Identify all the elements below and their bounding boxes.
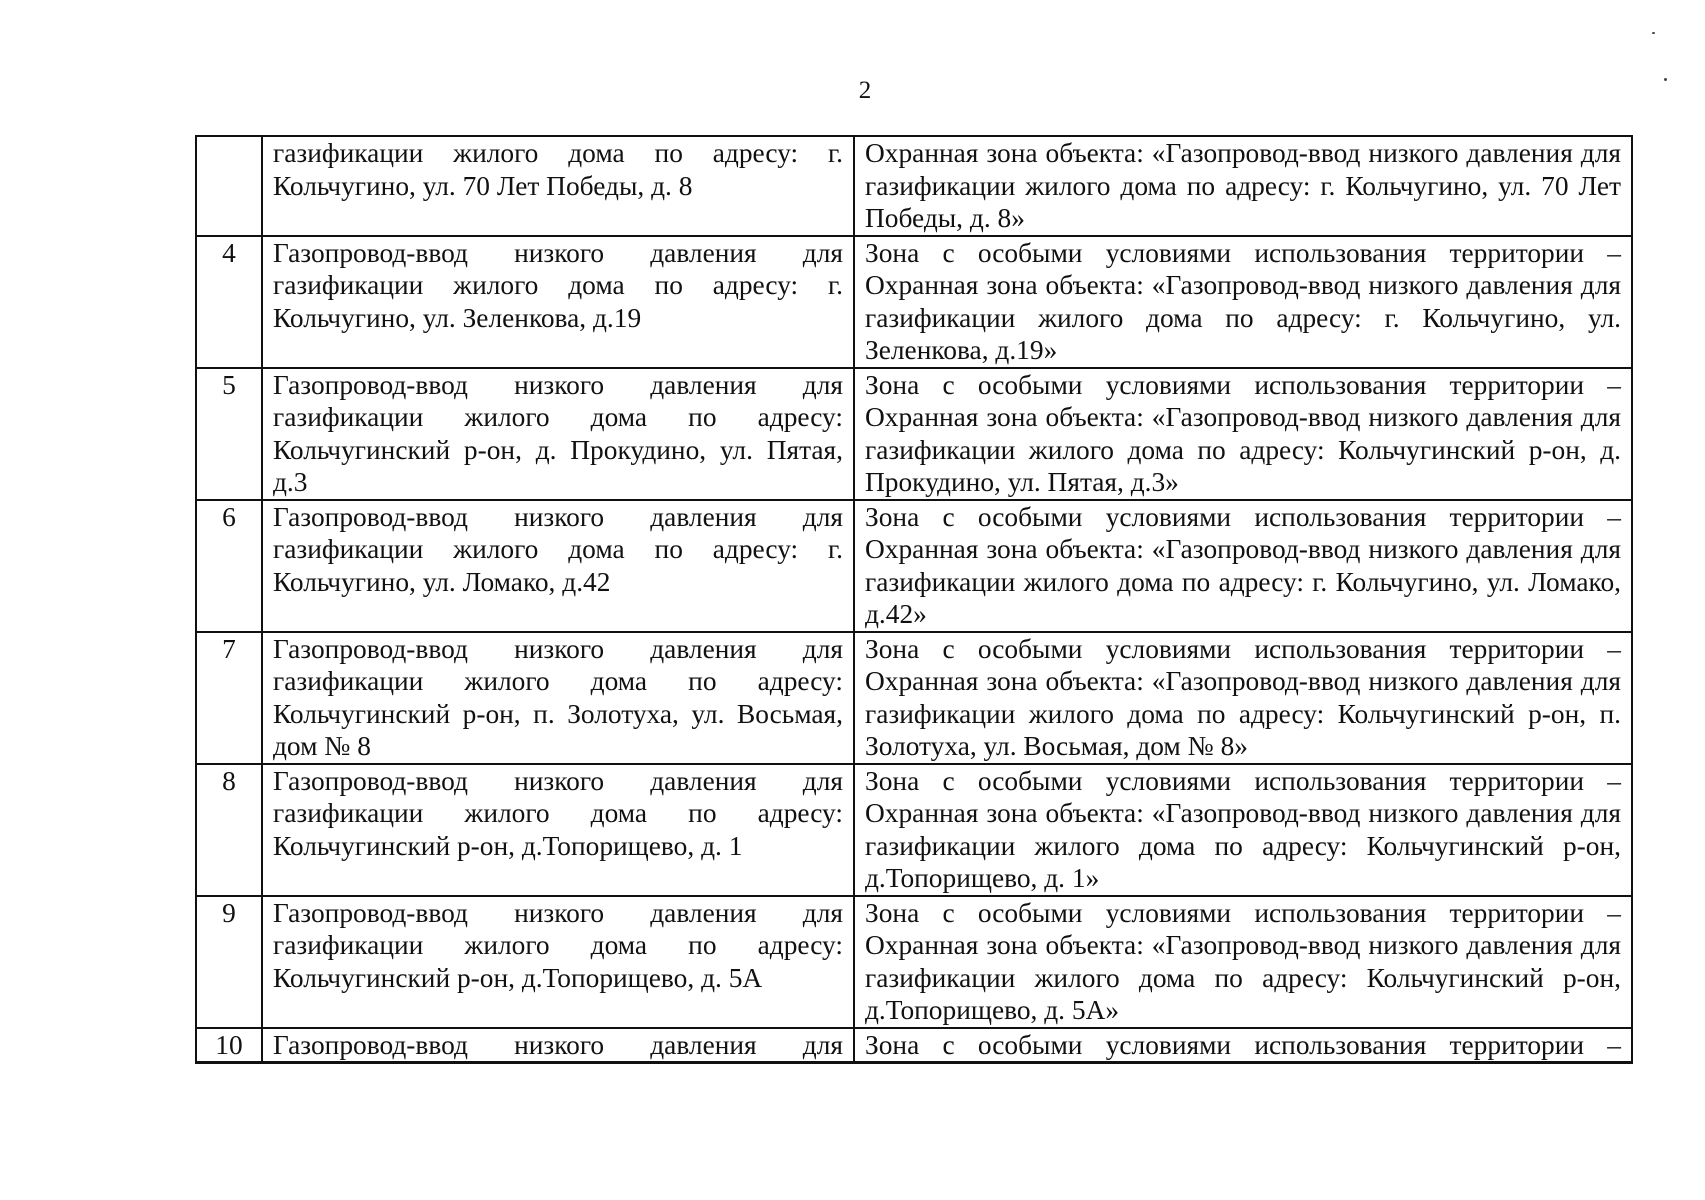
row-number: 7 xyxy=(196,632,262,764)
zone-description-cell: Охранная зона объекта: «Газопровод-ввод низкого давления для газификации жилого дома по адресу: г. Кольчугино, ул. 70 Лет Победы, д. 8» xyxy=(854,136,1632,236)
scan-speck xyxy=(1652,32,1655,34)
row-number xyxy=(196,136,262,236)
zone-description-cell: Зона с особыми условиями использования территории – Охранная зона объекта: «Газопровод-ввод низкого давления для газификации жилого дома по адресу: г. Кольчугино, ул. Ломако, д.42» xyxy=(854,500,1632,632)
object-name-cell: Газопровод-ввод низкого давления для газификации жилого дома по адресу: Кольчугинский р-он, д.Топорищево, д. 1 xyxy=(262,764,854,896)
row-number: 6 xyxy=(196,500,262,632)
row-number: 8 xyxy=(196,764,262,896)
row-number: 5 xyxy=(196,368,262,500)
table-row xyxy=(196,764,1632,896)
object-name-cell: газификации жилого дома по адресу: г. Кольчугино, ул. 70 Лет Победы, д. 8 xyxy=(262,136,854,236)
zone-description-cell: Зона с особыми условиями использования территории – Охранная зона объекта: «Газопровод-ввод низкого давления для газификации жилого дома по адресу: Кольчугинский р-он, д.Топорищево, д. 1» xyxy=(854,764,1632,896)
object-name-cell: Газопровод-ввод низкого давления для xyxy=(262,1028,854,1063)
table-row xyxy=(196,500,1632,632)
row-number: 4 xyxy=(196,236,262,368)
scan-speck xyxy=(1664,78,1667,81)
row-number: 9 xyxy=(196,896,262,1028)
row-number: 10 xyxy=(196,1028,262,1063)
object-name-cell: Газопровод-ввод низкого давления для газификации жилого дома по адресу: Кольчугинский р-он, п. Золотуха, ул. Восьмая, дом № 8 xyxy=(262,632,854,764)
table-row xyxy=(196,136,1632,236)
zone-description-cell: Зона с особыми условиями использования территории – xyxy=(854,1028,1632,1063)
table-row xyxy=(196,896,1632,1028)
object-name-cell: Газопровод-ввод низкого давления для газификации жилого дома по адресу: Кольчугинский р-он, д. Прокудино, ул. Пятая, д.3 xyxy=(262,368,854,500)
zone-description-cell: Зона с особыми условиями использования территории – Охранная зона объекта: «Газопровод-ввод низкого давления для газификации жилого дома по адресу: Кольчугинский р-он, д.Топорищево, д. 5А» xyxy=(854,896,1632,1028)
object-name-cell: Газопровод-ввод низкого давления для газификации жилого дома по адресу: Кольчугинский р-он, д.Топорищево, д. 5А xyxy=(262,896,854,1028)
zone-description-cell: Зона с особыми условиями использования территории – Охранная зона объекта: «Газопровод-ввод низкого давления для газификации жилого дома по адресу: Кольчугинский р-он, п. Золотуха, ул. Восьмая, дом № 8» xyxy=(854,632,1632,764)
table-row xyxy=(196,632,1632,764)
object-name-cell: Газопровод-ввод низкого давления для газификации жилого дома по адресу: г. Кольчугино, ул. Ломако, д.42 xyxy=(262,500,854,632)
table-row xyxy=(196,368,1632,500)
object-name-cell: Газопровод-ввод низкого давления для газификации жилого дома по адресу: г. Кольчугино, ул. Зеленкова, д.19 xyxy=(262,236,854,368)
zone-description-cell: Зона с особыми условиями использования территории – Охранная зона объекта: «Газопровод-ввод низкого давления для газификации жилого дома по адресу: Кольчугинский р-он, д. Прокудино, ул. Пятая, д.3» xyxy=(854,368,1632,500)
zones-table xyxy=(195,135,1633,1064)
zone-description-cell: Зона с особыми условиями использования территории – Охранная зона объекта: «Газопровод-ввод низкого давления для газификации жилого дома по адресу: г. Кольчугино, ул. Зеленкова, д.19» xyxy=(854,236,1632,368)
table-row xyxy=(196,236,1632,368)
page-number: 2 xyxy=(858,77,872,104)
table-row xyxy=(196,1028,1632,1063)
